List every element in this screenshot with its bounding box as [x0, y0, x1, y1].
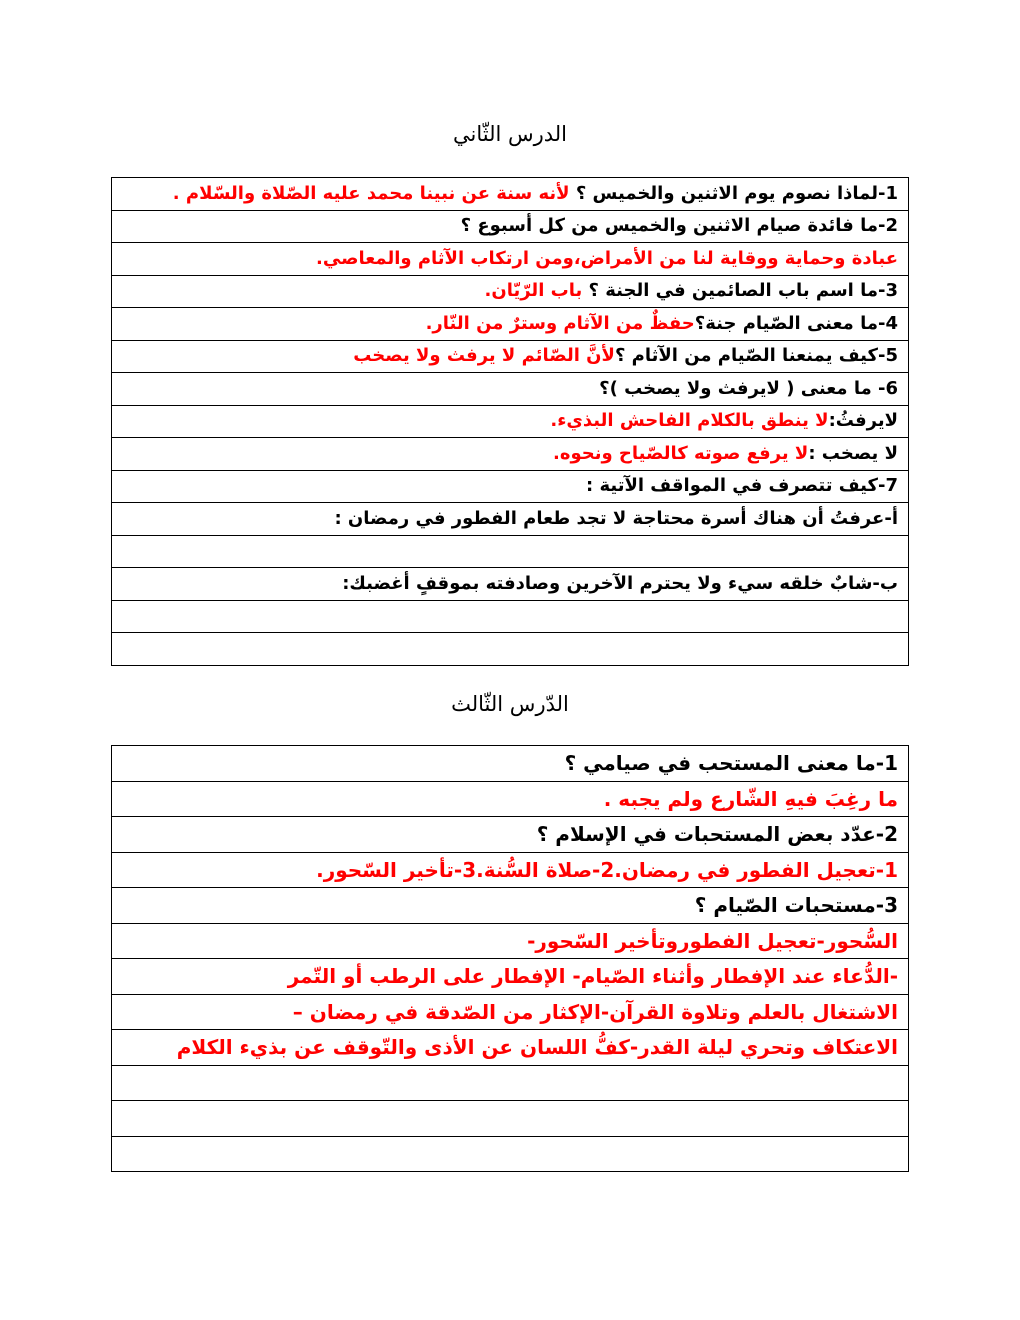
lesson3-row [112, 1065, 909, 1101]
lesson3-row [112, 817, 909, 853]
answer-text: لأنه سنة عن نبينا محمد عليه الصّلاة والسّلام . [172, 182, 570, 204]
lesson2-row [112, 308, 909, 341]
answer-text: 1-تعجيل الفطور في رمضان.2-صلاة السُّنة.3-تأخير السّحور. [316, 857, 898, 882]
question-text: 3-ما اسم باب الصائمين في الجنة ؟ [582, 280, 898, 302]
lesson2-row [112, 600, 909, 633]
lesson3-cell [112, 959, 909, 995]
lesson2-questions-table [111, 177, 909, 666]
lesson2-title: الدرس الثّاني [452, 122, 568, 146]
answer-text: ما رغِبَ فيهِ الشّارع ولم يجبه . [603, 786, 898, 811]
lesson2-row [112, 178, 909, 211]
question-text: لايرفثُ: [828, 410, 898, 432]
answer-text: لا يرفع صوته كالصّياح ونحوه. [552, 442, 809, 464]
lesson3-cell [112, 1136, 909, 1172]
lesson2-cell [112, 405, 909, 438]
lesson3-row [112, 781, 909, 817]
answer-text: الاعتكاف وتحري ليلة القدر-كفُّ اللسان عن الأذى والتّوقف عن بذيء الكلام [176, 1035, 898, 1060]
lesson3-cell [112, 923, 909, 959]
lesson2-row [112, 210, 909, 243]
answer-text: لا ينطق بالكلام الفاحش البذيء. [550, 410, 829, 432]
lesson3-row [112, 1030, 909, 1066]
lesson2-cell [112, 503, 909, 536]
lesson3-cell [112, 852, 909, 888]
lesson2-row [112, 633, 909, 666]
question-text: أ-عرفتُ أن هناك أسرة محتاجة لا تجد طعام الفطور في رمضان : [334, 507, 898, 529]
lesson3-row [112, 888, 909, 924]
lesson2-cell [112, 373, 909, 406]
lesson3-cell [112, 746, 909, 782]
lesson2-cell [112, 308, 909, 341]
lesson2-row [112, 243, 909, 276]
lesson2-row [112, 373, 909, 406]
lesson3-row [112, 959, 909, 995]
answer-text: عبادة وحماية ووقاية لنا من الأمراض،ومن ارتكاب الآثام والمعاصي. [316, 247, 898, 269]
lesson3-questions-table [111, 745, 909, 1172]
lesson2-cell [112, 633, 909, 666]
lesson3-row [112, 1136, 909, 1172]
question-text: 1-لماذا نصوم يوم الاثنين والخميس ؟ [569, 182, 898, 204]
question-text: لا يصخب : [808, 442, 898, 464]
lesson3-row [112, 852, 909, 888]
question-text: 5-كيف يمنعنا الصّيام من الآثام ؟ [614, 345, 898, 367]
question-text: ب-شابٌ خلقه سيء ولا يحترم الآخرين وصادفته بموقفٍ أغضبك: [342, 572, 898, 594]
lesson2-cell [112, 275, 909, 308]
question-text: 7-كيف تتصرف في المواقف الآتية : [585, 475, 898, 497]
lesson2-row [112, 568, 909, 601]
lesson2-cell [112, 568, 909, 601]
answer-text: باب الرّيّان. [484, 280, 583, 302]
lesson2-row [112, 438, 909, 471]
lesson2-cell [112, 243, 909, 276]
answer-text: السُّحور-تعجيل الفطوروتأخير السّحور- [527, 928, 898, 953]
lesson3-row [112, 923, 909, 959]
answer-text: -الدُّعاء عند الإفطار وأثناء الصّيام- الإفطار على الرطب أو التّمر [287, 964, 898, 989]
lesson3-title: الدّرس الثّالث [451, 692, 569, 716]
question-text: 3-مستحبات الصّيام ؟ [694, 893, 898, 918]
question-text: 1-ما معنى المستحب في صيامي ؟ [564, 751, 898, 776]
lesson2-row [112, 503, 909, 536]
lesson3-row [112, 1101, 909, 1137]
lesson2-row [112, 275, 909, 308]
question-text: 4-ما معنى الصّيام جنة؟ [694, 312, 898, 334]
lesson3-row [112, 994, 909, 1030]
question-text: 2-عدّد بعض المستحبات في الإسلام ؟ [536, 822, 898, 847]
lesson3-cell [112, 1101, 909, 1137]
lesson2-cell [112, 178, 909, 211]
lesson2-row [112, 470, 909, 503]
lesson2-cell [112, 438, 909, 471]
answer-text: حفظٌ من الآثام وسترٌ من النّار. [425, 312, 695, 334]
lesson2-cell [112, 340, 909, 373]
lesson3-cell [112, 817, 909, 853]
lesson2-cell [112, 470, 909, 503]
lesson2-row [112, 535, 909, 568]
lesson3-cell [112, 1065, 909, 1101]
lesson2-cell [112, 210, 909, 243]
lesson2-cell [112, 600, 909, 633]
question-text: 6- ما معنى ( لايرفث ولا يصخب )؟ [599, 377, 898, 399]
lesson3-cell [112, 781, 909, 817]
question-text: 2-ما فائدة صيام الاثنين والخميس من كل أسبوع ؟ [460, 215, 898, 237]
lesson3-cell [112, 888, 909, 924]
lesson2-row [112, 405, 909, 438]
lesson3-cell [112, 994, 909, 1030]
answer-text: لأنَّ الصّائم لا يرفث ولا يصخب [353, 345, 615, 367]
lesson2-cell [112, 535, 909, 568]
lesson2-row [112, 340, 909, 373]
lesson3-row [112, 746, 909, 782]
answer-text: الاشتغال بالعلم وتلاوة القرآن-الإكثار من الصّدقة في رمضان – [292, 999, 898, 1024]
lesson3-cell [112, 1030, 909, 1066]
